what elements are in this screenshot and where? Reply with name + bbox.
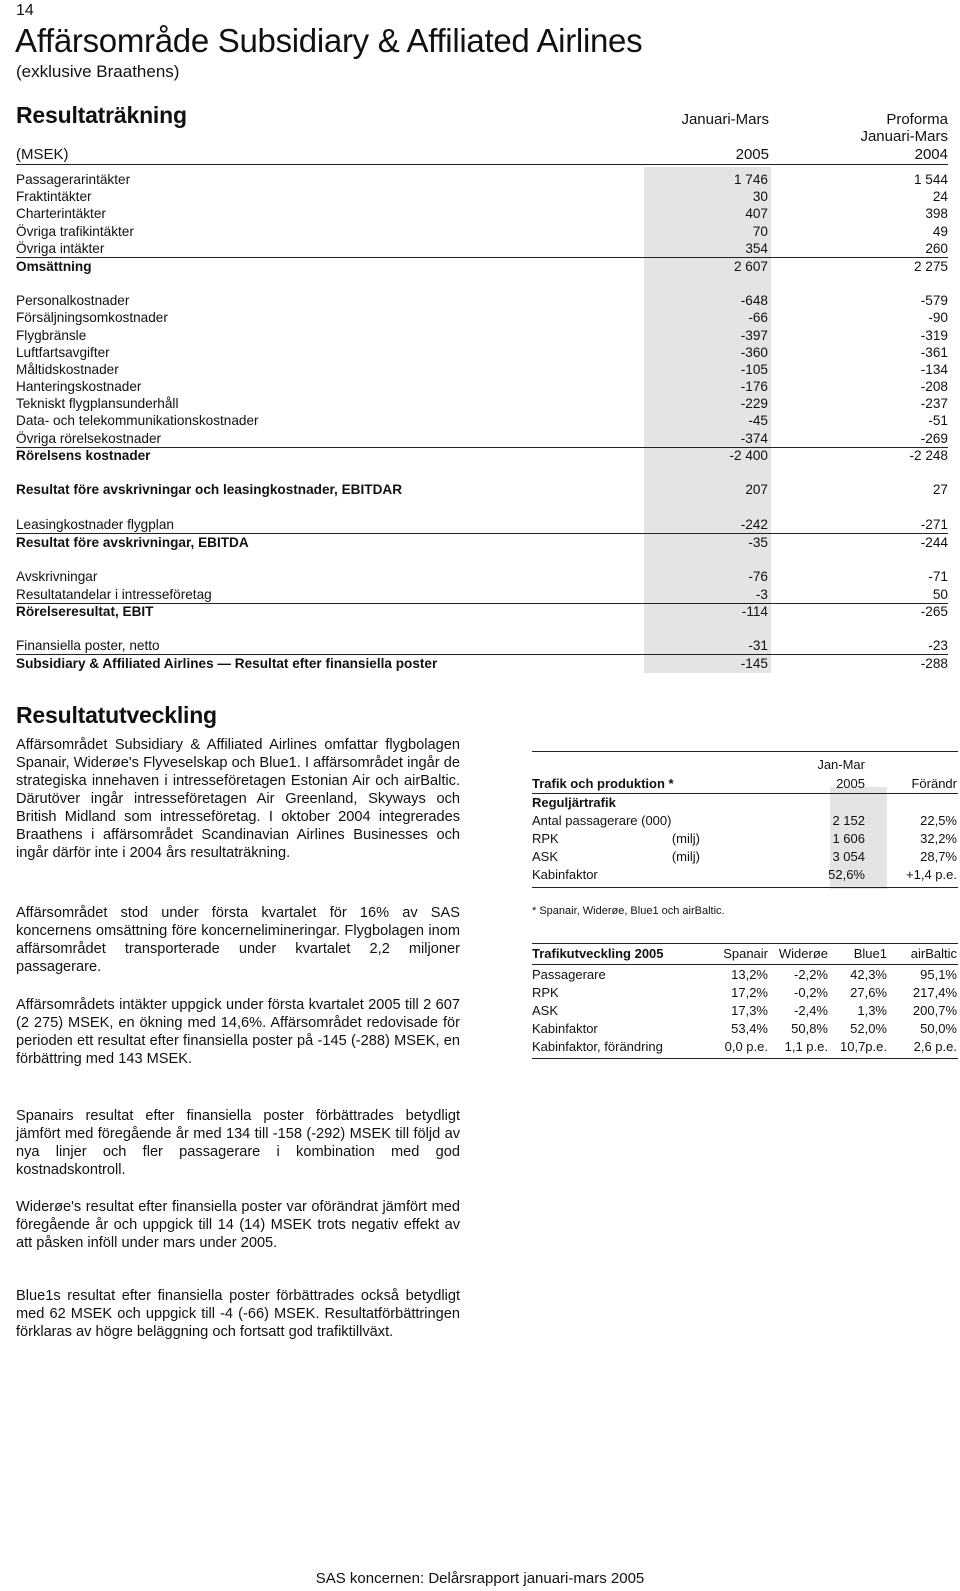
traffic-row-label: Kabinfaktor xyxy=(532,867,598,882)
income-row-2005: 2 607 xyxy=(733,259,768,274)
income-row-label: Fraktintäkter xyxy=(16,189,92,204)
income-row-label: Försäljningsomkostnader xyxy=(16,310,168,325)
traffic-row-change: 22,5% xyxy=(920,813,957,828)
income-row-2005: -3 xyxy=(755,587,768,602)
dev-header-blue1: Blue1 xyxy=(853,946,887,961)
income-row-2005: -45 xyxy=(748,413,768,428)
dev-row-value: 27,6% xyxy=(850,985,887,1000)
col2-top: Proforma xyxy=(886,111,948,128)
dev-title: Trafikutveckling 2005 xyxy=(532,946,664,961)
dev-row-value: 0,0 p.e. xyxy=(724,1039,768,1054)
traffic-row-label: RPK xyxy=(532,831,559,846)
traffic-row-value: 2 152 xyxy=(832,813,865,828)
income-row-2005: 207 xyxy=(745,482,768,497)
page-title: Affärsområde Subsidiary & Affiliated Airlines xyxy=(15,22,643,59)
income-row-2004: -51 xyxy=(928,413,948,428)
income-row xyxy=(16,188,948,205)
traffic-period: Jan-Mar xyxy=(817,757,865,772)
income-row-label: Personalkostnader xyxy=(16,293,130,308)
income-row-2005: -229 xyxy=(740,396,768,411)
dev-row-label: ASK xyxy=(532,1003,559,1018)
income-row-2004: 1 544 xyxy=(913,172,948,187)
dev-header-airbaltic: airBaltic xyxy=(910,946,957,961)
income-row-2005: 407 xyxy=(745,206,768,221)
income-row-label: Resultat före avskrivningar och leasingkostnader, EBITDAR xyxy=(16,482,403,497)
income-heading: Resultaträkning xyxy=(16,102,187,128)
paragraph-blue1: Blue1s resultat efter finansiella poster förbättrades också betydligt med 62 MSEK och uppgick till -4 (-66) MSEK. Resultatförbättringen förklaras av högre beläggning och fortsatt god trafiktillväxt. xyxy=(16,1288,460,1340)
dev-row-value: -0,2% xyxy=(794,985,828,1000)
income-row-label: Charterintäkter xyxy=(16,206,106,221)
traffic-row-change: 32,2% xyxy=(920,831,957,846)
dev-row-value: 13,2% xyxy=(731,967,768,982)
dev-row-value: 10,7p.e. xyxy=(840,1039,887,1054)
income-row-label: Resultat före avskrivningar, EBITDA xyxy=(16,535,249,550)
dev-header-wideroe: Widerøe xyxy=(778,946,828,961)
income-row-2004: -2 248 xyxy=(909,448,948,463)
income-row-label: Övriga intäkter xyxy=(16,241,105,256)
income-row xyxy=(16,378,948,395)
income-row-2004: 50 xyxy=(932,587,948,602)
income-row xyxy=(16,447,948,464)
income-row xyxy=(16,637,948,654)
dev-row-value: 95,1% xyxy=(920,967,957,982)
income-row-2004: -90 xyxy=(928,310,948,325)
income-row-2004: -208 xyxy=(920,379,948,394)
income-row-2005: -105 xyxy=(740,362,768,377)
income-row-label: Avskrivningar xyxy=(16,569,98,584)
dev-row-value: 17,2% xyxy=(731,985,768,1000)
income-row-2005: 30 xyxy=(752,189,768,204)
income-row-2005: -76 xyxy=(748,569,768,584)
dev-bottom-rule xyxy=(532,1058,958,1059)
income-row-2005: -374 xyxy=(740,431,768,446)
traffic-row-label: Antal passagerare (000) xyxy=(532,813,672,828)
col1-period: Januari-Mars xyxy=(681,111,769,128)
dev-row-value: 217,4% xyxy=(912,985,957,1000)
income-row-2004: 398 xyxy=(925,206,948,221)
income-row-2005: -145 xyxy=(740,656,768,671)
income-row-label: Resultatandelar i intresseföretag xyxy=(16,587,212,602)
income-row-2004: 2 275 xyxy=(913,259,948,274)
income-row-2005: 354 xyxy=(745,241,768,256)
income-row-2004: -361 xyxy=(920,345,948,360)
income-row-2004: -319 xyxy=(920,328,948,343)
traffic-section: Reguljärtrafik xyxy=(532,795,616,810)
dev-row-value: 200,7% xyxy=(912,1003,957,1018)
traffic-row-unit: (milj) xyxy=(671,849,700,864)
income-row-2004: 24 xyxy=(932,189,948,204)
dev-row-value: -2,2% xyxy=(794,967,828,982)
income-row-2005: -360 xyxy=(740,345,768,360)
income-row-2005: -176 xyxy=(740,379,768,394)
income-row-label: Leasingkostnader flygplan xyxy=(16,517,174,532)
income-row xyxy=(16,655,948,672)
paragraph-revenue: Affärsområdets intäkter uppgick under första kvartalet 2005 till 2 607 (2 275) MSEK, en ökning med 14,6%. Affärsområdet redovisade för perioden ett resultat efter finansiella poster på -145 (-288) MSEK, en förbättring med 143 MSEK. xyxy=(16,997,460,1067)
income-row xyxy=(16,344,948,361)
income-row xyxy=(16,586,948,603)
income-row-label: Omsättning xyxy=(16,259,92,274)
dev-row-label: Passagerare xyxy=(532,967,606,982)
income-row-label: Passagerarintäkter xyxy=(16,172,131,187)
income-row-label: Hanteringskostnader xyxy=(16,379,142,394)
traffic-title: Trafik och produktion * xyxy=(532,776,674,791)
col1-year: 2005 xyxy=(735,146,769,163)
dev-row-value: 1,1 p.e. xyxy=(784,1039,828,1054)
income-row-2004: -237 xyxy=(920,396,948,411)
dev-row-value: 17,3% xyxy=(731,1003,768,1018)
dev-header-rule xyxy=(532,964,958,965)
traffic-footnote: * Spanair, Widerøe, Blue1 och airBaltic. xyxy=(532,905,725,917)
income-row xyxy=(16,534,948,551)
income-row xyxy=(16,361,948,378)
income-row-2005: 70 xyxy=(752,224,768,239)
income-row-2004: -23 xyxy=(928,638,948,653)
dev-top-rule xyxy=(532,943,958,944)
income-row xyxy=(16,568,948,585)
income-row xyxy=(16,205,948,222)
income-row-2005: -66 xyxy=(748,310,768,325)
paragraph-spanair: Spanairs resultat efter finansiella poster förbättrades betydligt jämfört med föregående år med 134 till -158 (-292) MSEK till följd av nya linjer och fler passagerare i kombination med god kostnadskontroll. xyxy=(16,1108,460,1178)
income-row xyxy=(16,430,948,447)
income-row xyxy=(16,309,948,326)
col2-year: 2004 xyxy=(914,146,948,163)
income-row xyxy=(16,292,948,309)
income-row xyxy=(16,412,948,429)
traffic-row-value: 1 606 xyxy=(832,831,865,846)
income-row-2004: -244 xyxy=(920,535,948,550)
income-row-label: Flygbränsle xyxy=(16,328,87,343)
dev-row-value: 50,8% xyxy=(791,1021,828,1036)
dev-row-value: 1,3% xyxy=(857,1003,887,1018)
income-row-2005: -35 xyxy=(748,535,768,550)
income-row-2004: -134 xyxy=(920,362,948,377)
unit-label: (MSEK) xyxy=(16,146,69,163)
income-row-2004: -271 xyxy=(920,517,948,532)
traffic-row-unit: (milj) xyxy=(671,831,700,846)
traffic-row-value: 52,6% xyxy=(828,867,865,882)
income-row-2005: -242 xyxy=(740,517,768,532)
income-row-2005: -648 xyxy=(740,293,768,308)
col2-period: Januari-Mars xyxy=(860,128,948,145)
traffic-top-rule xyxy=(532,751,958,752)
dev-row-value: -2,4% xyxy=(794,1003,828,1018)
income-row xyxy=(16,516,948,533)
traffic-row-change: 28,7% xyxy=(920,849,957,864)
income-row xyxy=(16,240,948,257)
income-row-2005: -2 400 xyxy=(729,448,768,463)
page-subtitle: (exklusive Braathens) xyxy=(16,62,180,81)
traffic-year: 2005 xyxy=(836,776,865,791)
traffic-change-header: Förändr xyxy=(911,776,957,791)
paragraph-wideroe: Widerøe's resultat efter finansiella poster var oförändrat jämfört med föregående år och uppgick till 14 (14) MSEK trots negativ effekt av att påsken inföll under mars under 2005. xyxy=(16,1199,460,1251)
income-row xyxy=(16,481,948,498)
income-row xyxy=(16,395,948,412)
income-row-2005: -114 xyxy=(741,604,768,619)
header-rule xyxy=(16,164,948,165)
income-row xyxy=(16,171,948,188)
income-row-2004: -71 xyxy=(928,569,948,584)
dev-row-value: 2,6 p.e. xyxy=(913,1039,957,1054)
income-row-label: Rörelseresultat, EBIT xyxy=(16,604,154,619)
income-row-2004: -269 xyxy=(920,431,948,446)
income-row-label: Subsidiary & Affiliated Airlines — Resultat efter finansiella poster xyxy=(16,656,438,671)
income-row-2004: 260 xyxy=(925,241,948,256)
income-row-label: Övriga trafikintäkter xyxy=(16,224,134,239)
dev-row-label: Kabinfaktor, förändring xyxy=(532,1039,663,1054)
dev-row-value: 42,3% xyxy=(850,967,887,982)
income-row xyxy=(16,327,948,344)
income-row xyxy=(16,603,948,620)
income-row xyxy=(16,258,948,275)
income-row-2004: 27 xyxy=(932,482,948,497)
income-row-2004: 49 xyxy=(932,224,948,239)
income-row-label: Måltidskostnader xyxy=(16,362,119,377)
income-row-label: Rörelsens kostnader xyxy=(16,448,151,463)
income-row-2005: -397 xyxy=(740,328,768,343)
income-row-2005: 1 746 xyxy=(733,172,768,187)
traffic-bottom-rule xyxy=(532,887,958,888)
traffic-row-change: +1,4 p.e. xyxy=(906,867,957,882)
income-row-label: Luftfartsavgifter xyxy=(16,345,110,360)
dev-row-value: 50,0% xyxy=(920,1021,957,1036)
income-row-2004: -579 xyxy=(920,293,948,308)
development-heading: Resultatutveckling xyxy=(16,702,217,728)
page-number: 14 xyxy=(16,2,34,19)
traffic-row-label: ASK xyxy=(532,849,559,864)
income-row-label: Data- och telekommunikationskostnader xyxy=(16,413,259,428)
paragraph-intro: Affärsområdet Subsidiary & Affiliated Airlines omfattar flygbolagen Spanair, Widerøe's Flyveselskap och Blue1. I affärsområdet ingår de strategiska innehaven i intresseföretagen Estonian Air och airBaltic. Därutöver ingår intresseföretagen Air Greenland, Skyways och British Midland som intresseföretag. I oktober 2004 integrerades Braathens i affärsområdet Scandinavian Airlines Businesses och ingår därför inte i 2004 års resultaträkning. xyxy=(16,737,460,861)
income-row-label: Finansiella poster, netto xyxy=(16,638,160,653)
dev-row-value: 53,4% xyxy=(731,1021,768,1036)
dev-row-label: Kabinfaktor xyxy=(532,1021,598,1036)
traffic-row-value: 3 054 xyxy=(832,849,865,864)
dev-row-value: 52,0% xyxy=(850,1021,887,1036)
dev-header-spanair: Spanair xyxy=(723,946,768,961)
income-row xyxy=(16,223,948,240)
page-footer: SAS koncernen: Delårsrapport januari-mars 2005 xyxy=(315,1570,645,1587)
income-row-2004: -288 xyxy=(920,656,948,671)
income-row-2005: -31 xyxy=(748,638,768,653)
income-row-label: Tekniskt flygplansunderhåll xyxy=(16,396,179,411)
income-row-label: Övriga rörelsekostnader xyxy=(16,431,162,446)
dev-row-label: RPK xyxy=(532,985,559,1000)
income-row-2004: -265 xyxy=(920,604,948,619)
paragraph-share: Affärsområdet stod under första kvartalet för 16% av SAS koncernens omsättning före koncernelimineringar. Flygbolagen inom affärsområdet transporterade under kvartalet 2,2 miljoner passagerare. xyxy=(16,905,460,975)
